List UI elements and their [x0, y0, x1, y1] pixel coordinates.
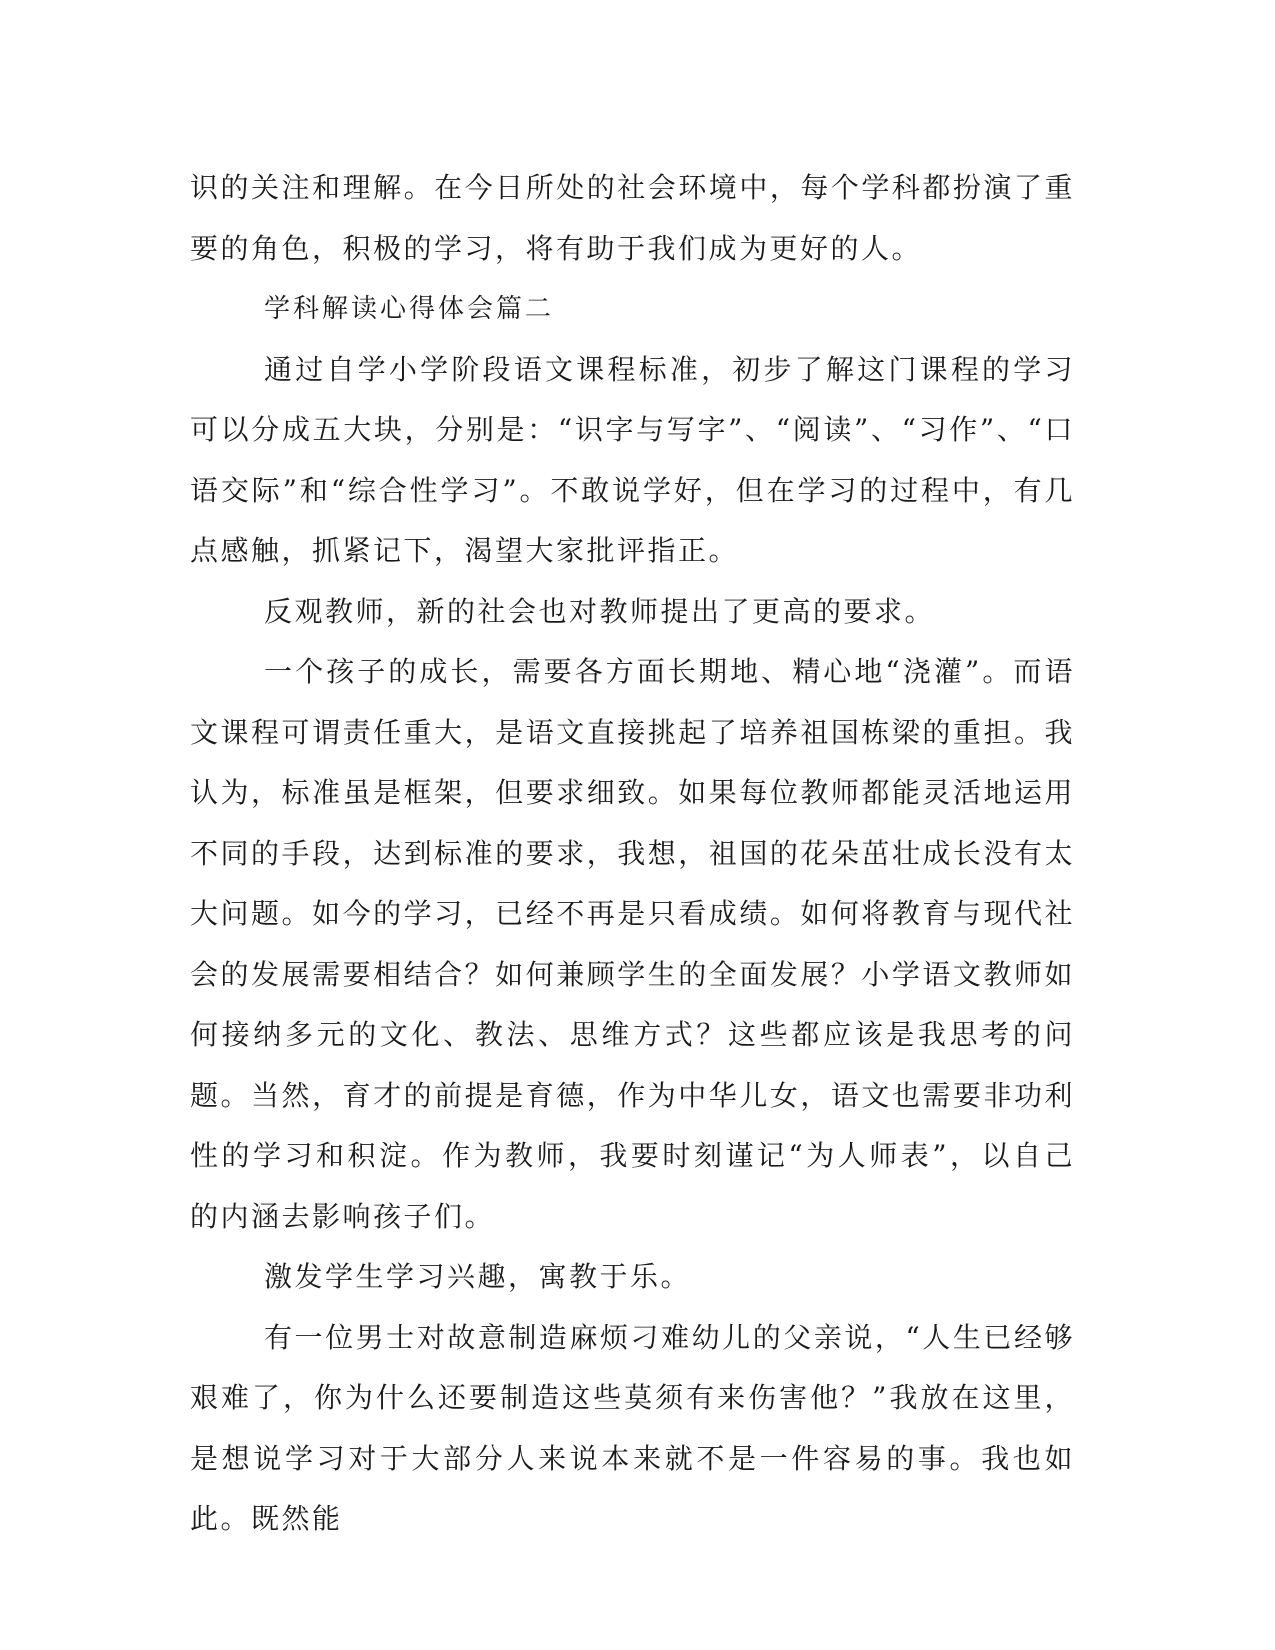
paragraph: 一个孩子的成长，需要各方面长期地、精心地“浇灌”。而语文课程可谓责任重大，是语文直接挑起了培养祖国栋梁的重担。我认为，标准虽是框架，但要求细致。如果每位教师都能灵活地运用不同的手段，达到标准的要求，我想，祖国的花朵茁壮成长没有太大问题。如今的学习，已经不再是只看成绩。如何将教育与现代社会的发展需要相结合？如何兼顾学生的全面发展？小学语文教师如何接纳多元的文化、教法、思维方式？这些都应该是我思考的问题。当然，育才的前提是育德，作为中华儿女，语文也需要非功利性的学习和积淀。作为教师，我要时刻谨记“为人师表”，以自己的内涵去影响孩子们。	[190, 655, 1075, 1233]
paragraph: 有一位男士对故意制造麻烦刁难幼儿的父亲说，“人生已经够艰难了，你为什么还要制造这些莫须有来伤害他？”我放在这里，是想说学习对于大部分人来说本来就不是一件容易的事。我也如此。既然能	[190, 1320, 1075, 1535]
paragraph: 激发学生学习兴趣，寓教于乐。	[264, 1260, 692, 1293]
paragraph: 反观教师，新的社会也对教师提出了更高的要求。	[264, 594, 936, 628]
document-body	[190, 158, 1075, 1550]
section-heading: 学科解读心得体会篇二	[264, 294, 555, 324]
paragraph: 通过自学小学阶段语文课程标准，初步了解这门课程的学习可以分成五大块，分别是：“识字与写字”、“阅读”、“习作”、“口语交际”和“综合性学习”。不敢说学好，但在学习的过程中，有几点感触，抓紧记下，渴望大家批评指正。	[190, 352, 1075, 567]
paragraph-continuation: 识的关注和理解。在今日所处的社会环境中，每个学科都扮演了重要的角色，积极的学习，将有助于我们成为更好的人。	[190, 171, 1075, 265]
